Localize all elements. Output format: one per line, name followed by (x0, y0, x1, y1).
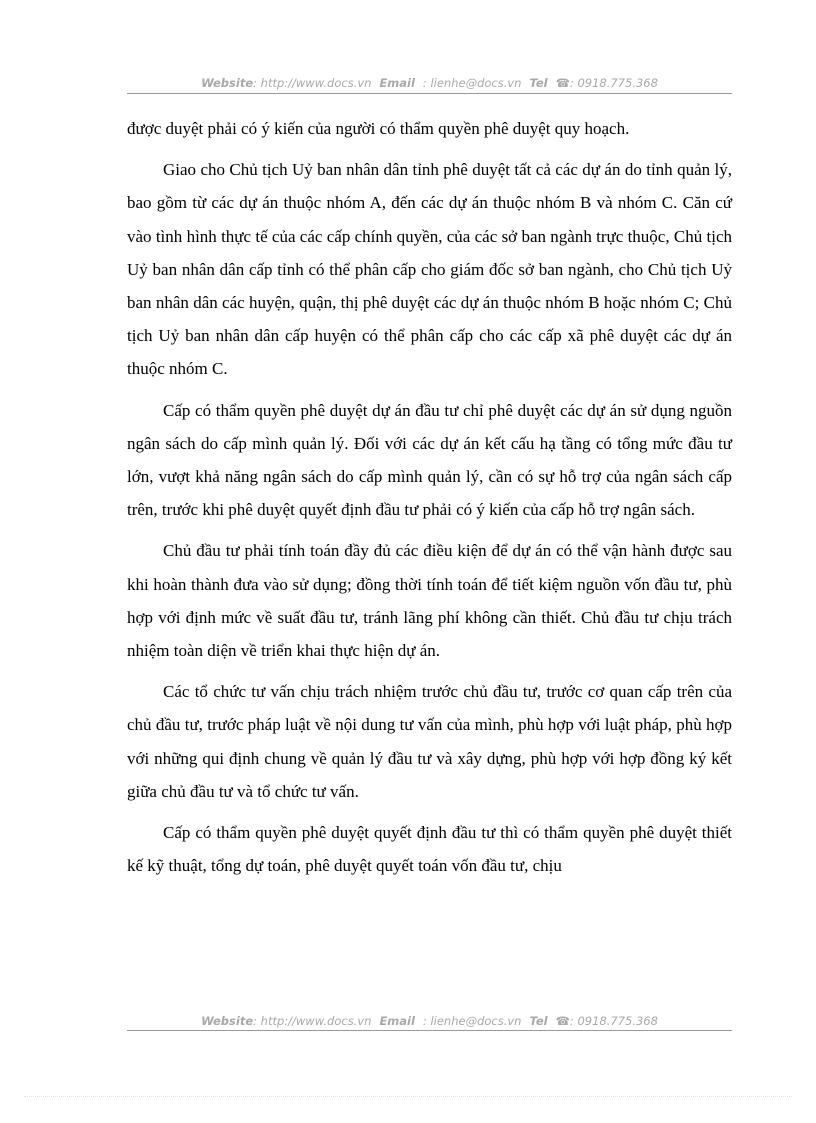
header-email-address[interactable]: : lienhe@docs.vn (422, 76, 522, 90)
footer-email-address[interactable]: : lienhe@docs.vn (422, 1014, 522, 1028)
footer-tel-number: ☎: 0918.775.368 (555, 1014, 658, 1028)
paragraph: Các tổ chức tư vấn chịu trách nhiệm trước chủ đầu tư, trước cơ quan cấp trên của chủ đầu tư, trước pháp luật về nội dung tư vấn của mình, phù hợp với luật pháp, phù hợp với những qui định chung về quản lý đầu tư và xây dựng, phù hợp với hợp đồng ký kết giữa chủ đầu tư và tổ chức tư vấn. (127, 682, 732, 801)
page-footer (127, 1014, 732, 1028)
paragraph: Chủ đầu tư phải tính toán đầy đủ các điều kiện để dự án có thể vận hành được sau khi hoàn thành đưa vào sử dụng; đồng thời tính toán để tiết kiệm nguồn vốn đầu tư, phù hợp với định mức về suất đầu tư, tránh lãng phí không cần thiết. Chủ đầu tư chịu trách nhiệm toàn diện về triển khai thực hiện dự án. (127, 541, 732, 661)
paragraph: Cấp có thẩm quyền phê duyệt quyết định đầu tư thì có thẩm quyền phê duyệt thiết kế kỹ thuật, tổng dự toán, phê duyệt quyết toán vốn đầu tư, chịu (127, 823, 732, 876)
header-email-label: Email (379, 76, 415, 90)
footer-website-url[interactable]: : http://www.docs.vn (253, 1014, 372, 1028)
paragraph: Giao cho Chủ tịch Uỷ ban nhân dân tỉnh phê duyệt tất cả các dự án do tỉnh quản lý, bao gồm từ các dự án thuộc nhóm A, đến các dự án thuộc nhóm B và nhóm C. Căn cứ vào tình hình thực tế của các cấp chính quyền, của các sở ban ngành trực thuộc, Chủ tịch Uỷ ban nhân dân cấp tỉnh có thể phân cấp cho giám đốc sở ban ngành, cho Chủ tịch Uỷ ban nhân dân các huyện, quận, thị phê duyệt các dự án thuộc nhóm B hoặc nhóm C; Chủ tịch Uỷ ban nhân dân cấp huyện có thể phân cấp cho các cấp xã phê duyệt các dự án thuộc nhóm C. (127, 160, 732, 379)
header-tel-number: ☎: 0918.775.368 (555, 76, 658, 90)
header-website-label: Website (201, 76, 254, 90)
footer-divider (127, 1030, 732, 1031)
page-bottom-dotted-line (24, 1096, 792, 1097)
paragraph-continuation: được duyệt phải có ý kiến của người có thẩm quyền phê duyệt quy hoạch. (127, 119, 630, 138)
paragraph: Cấp có thẩm quyền phê duyệt dự án đầu tư chỉ phê duyệt các dự án sử dụng nguồn ngân sách do cấp mình quản lý. Đối với các dự án kết cấu hạ tầng có tổng mức đầu tư lớn, vượt khả năng ngân sách do cấp mình quản lý, cần có sự hỗ trợ của ngân sách cấp trên, trước khi phê duyệt quyết định đầu tư phải có ý kiến của cấp hỗ trợ ngân sách. (127, 400, 732, 520)
header-divider (127, 93, 732, 94)
page-header (127, 76, 732, 90)
document-body (127, 112, 732, 890)
footer-email-label: Email (379, 1014, 415, 1028)
footer-tel-label: Tel (529, 1014, 548, 1028)
footer-website-label: Website (201, 1014, 254, 1028)
header-tel-label: Tel (529, 76, 548, 90)
header-website-url[interactable]: : http://www.docs.vn (253, 76, 372, 90)
